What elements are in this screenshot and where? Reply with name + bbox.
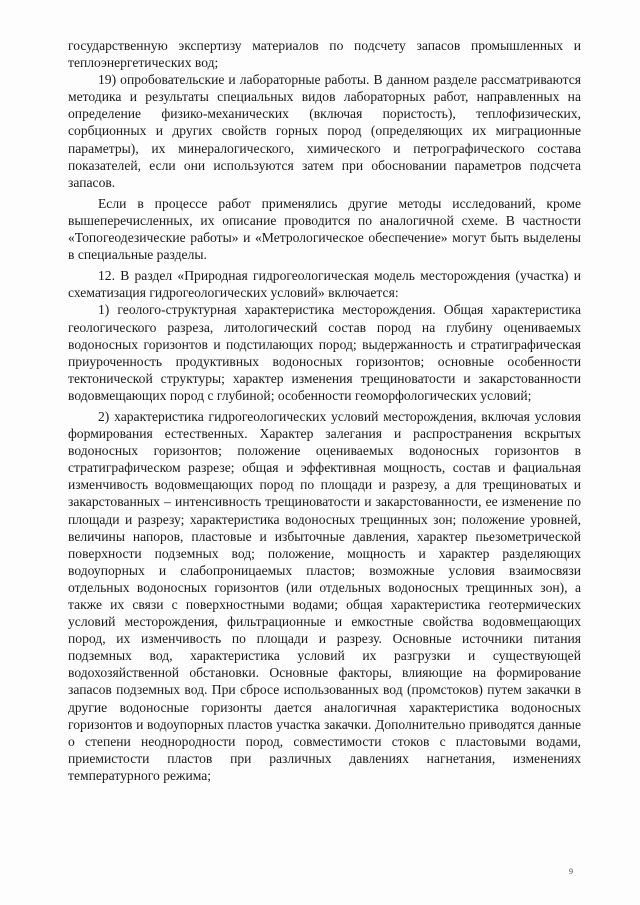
body-text: [68, 37, 581, 784]
page-number: 9: [569, 867, 573, 876]
paragraph-item-2: 2) характеристика гидрогеологических условий месторождения, включая условия формирования естественных. Характер залегания и распространения вскрытых водоносных горизонтов; положение оцениваемых водоносных горизонтов в стратиграфическом разрезе; общая и эффективная мощность, состав и фациальная изменчивость водовмещающих пород по площади и разрезу, а для трещиноватых и закарстованных – интенсивность трещиноватости и закарстованности, ее изменение по площади и разрезу; характеристика водоносных трещинных зон; положение уровней, величины напоров, пластовые и избыточные давления, характер пьезометрической поверхности подземных вод; положение, мощность и характер разделяющих водоупорных и слабопроницаемых пластов; возможные условия взаимосвязи отдельных водоносных горизонтов (или отдельных водоносных трещинных зон), а также их связи с поверхностными водами; общая характеристика геотермических условий месторождения, фильтрационные и емкостные свойства водовмещающих пород, их изменчивость по площади и разрезу. Основные источники питания подземных вод, характеристика условий их разгрузки и существующей водохозяйственной обстановки. Основные факторы, влияющие на формирование запасов подземных вод. При сбросе использованных вод (промстоков) путем закачки в другие водоносные горизонты дается аналогичная характеристика водоносных горизонтов и водоупорных пластов участка закачки. Дополнительно приводятся данные о степени неоднородности пород, совместимости стоков с пластовыми водами, приемистости пластов при различных давлениях нагнетания, изменениях температурного режима;: [68, 408, 581, 783]
paragraph-continuation: государственную экспертизу материалов по подсчету запасов промышленных и теплоэнергетических вод;: [68, 38, 581, 71]
paragraph-other-methods: Если в процессе работ применялись другие методы исследований, кроме вышеперечисленных, их описание проводится по аналогичной схеме. В частности «Топогеодезические работы» и «Метрологическое обеспечение» могут быть выделены в специальные разделы.: [68, 195, 581, 263]
paragraph-item-1: 1) геолого-структурная характеристика месторождения. Общая характеристика геологического разреза, литологический состав пород на глубину оцениваемых водоносных горизонтов и подстилающих пород; выдержанность и стратиграфическая приуроченность продуктивных водоносных горизонтов; основные особенности тектонической структуры; характер изменения трещиноватости и закарстованности водовмещающих пород с глубиной; особенности геоморфологических условий;: [68, 302, 581, 403]
paragraph-section-12: 12. В раздел «Природная гидрогеологическая модель месторождения (участка) и схематизация гидрогеологических условий» включается:: [68, 268, 581, 301]
paragraph-item-19: 19) опробовательские и лабораторные работы. В данном разделе рассматриваются методика и результаты специальных видов лабораторных работ, направленных на определение физико-механических (включая пористость), теплофизических, сорбционных и других свойств горных пород (определяющих их миграционные параметры), их минералогического, химического и петрографического состава показателей, если они используются затем при обосновании параметров подсчета запасов.: [68, 72, 581, 190]
